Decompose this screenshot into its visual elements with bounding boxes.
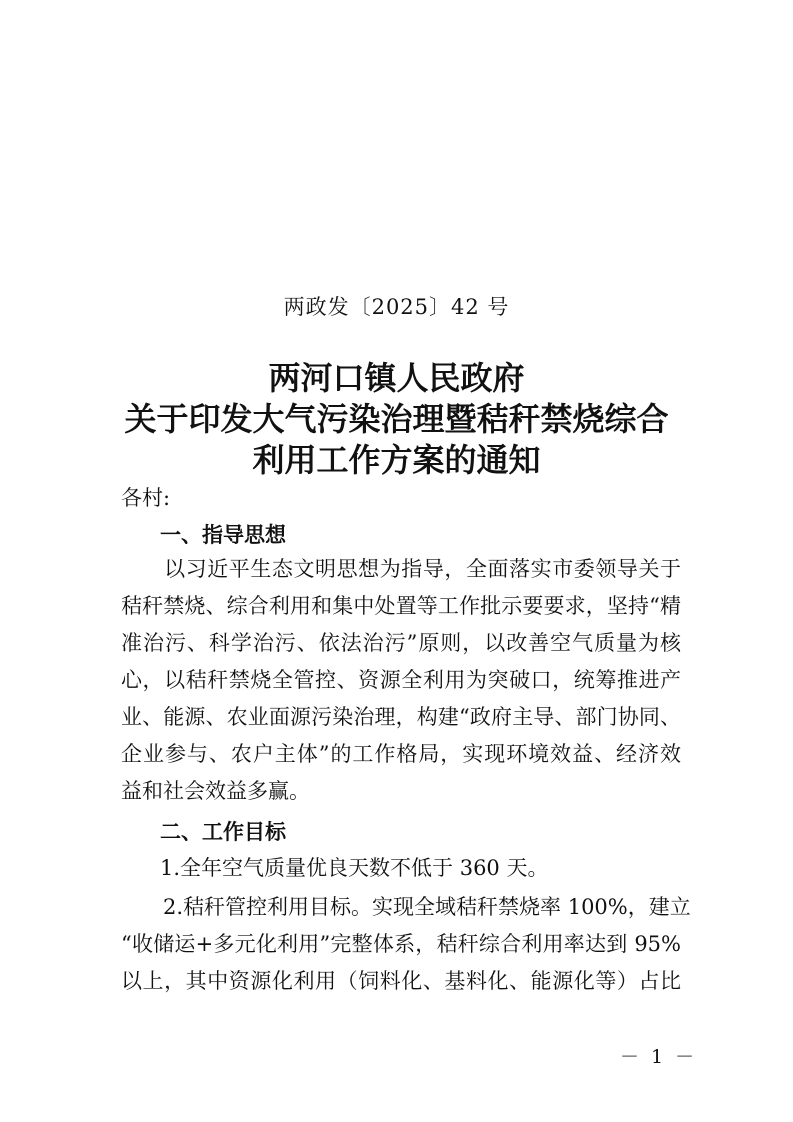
goal-item-1: 1.全年空气质量优良天数不低于 360 天。 <box>160 856 549 880</box>
paragraph-line: 以习近平生态文明思想为指导，全面落实市委领导关于 <box>121 557 681 581</box>
title-line: 关于印发大气污染治理暨秸秆禁烧综合 <box>124 400 669 438</box>
section-heading-guiding-thought: 一、指导思想 <box>160 523 286 547</box>
title-line: 两河口镇人民政府 <box>268 359 525 397</box>
paragraph-line: “收储运+多元化利用”完整体系，秸秆综合利用率达到 95% <box>121 932 681 956</box>
paragraph-line: 以上，其中资源化利用（饲料化、基料化、能源化等）占比 <box>121 969 681 993</box>
goal-item-2 <box>121 889 691 1000</box>
paragraph-line: 企业参与、农户主体”的工作格局，实现环境效益、经济效 <box>121 742 681 766</box>
paragraph-line: 益和社会效益多赢。 <box>121 779 310 803</box>
title-line: 利用工作方案的通知 <box>252 441 541 479</box>
page-number: － 1 － <box>620 1046 698 1068</box>
paragraph-line: 准治污、科学治污、依法治污”原则，以改善空气质量为核 <box>121 631 681 655</box>
document-number: 两政发〔2025〕42 号 <box>283 295 510 319</box>
guiding-thought-paragraph <box>121 551 681 810</box>
paragraph-line: 心，以秸秆禁烧全管控、资源全利用为突破口，统筹推进产 <box>121 668 681 692</box>
section-heading-work-goals: 二、工作目标 <box>160 820 286 844</box>
paragraph-line: 秸秆禁烧、综合利用和集中处置等工作批示要要求，坚持“精 <box>121 594 681 618</box>
document-title <box>0 358 793 481</box>
paragraph-line: 业、能源、农业面源污染治理，构建“政府主导、部门协同、 <box>121 705 681 729</box>
paragraph-line: 2.秸秆管控利用目标。实现全域秸秆禁烧率 100%，建立 <box>121 895 691 919</box>
salutation: 各村: <box>121 486 171 510</box>
